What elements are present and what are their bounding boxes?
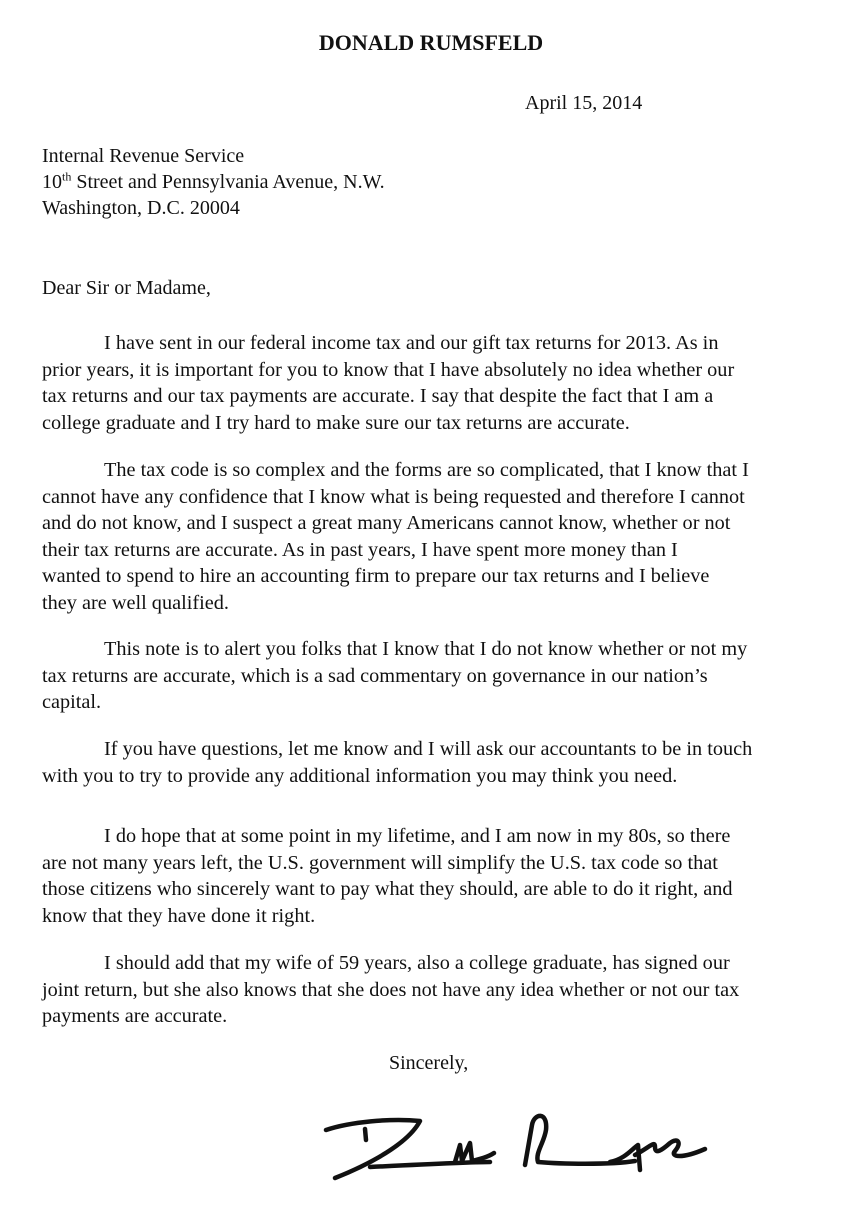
paragraph-line: with you to try to provide any additional information you may think you need.	[42, 764, 678, 787]
paragraph-line: I have sent in our federal income tax and our gift tax returns for 2013. As in	[104, 332, 719, 354]
handwritten-signature-icon	[310, 1085, 710, 1195]
paragraph-line: If you have questions, let me know and I will ask our accountants to be in touch	[104, 738, 753, 760]
paragraph-line: know that they have done it right.	[42, 904, 316, 927]
letter-date: April 15, 2014	[525, 92, 643, 114]
paragraph-line: are not many years left, the U.S. government will simplify the U.S. tax code so that	[42, 851, 718, 874]
paragraph-line: those citizens who sincerely want to pay what they should, are able to do it right, and	[42, 878, 733, 900]
street-name: Street and Pennsylvania Avenue, N.W.	[71, 171, 385, 193]
paragraph-line: college graduate and I try hard to make sure our tax returns are accurate.	[42, 411, 630, 434]
paragraph-3	[42, 636, 832, 716]
street-number: 10	[42, 171, 62, 193]
paragraph-line: their tax returns are accurate. As in past years, I have spent more money than I	[42, 538, 678, 561]
paragraph-line: payments are accurate.	[42, 1005, 228, 1027]
paragraph-line: and do not know, and I suspect a great many Americans cannot know, whether or not	[42, 512, 731, 534]
paragraph-6	[42, 950, 832, 1030]
address-line-2	[42, 169, 385, 195]
street-ordinal-suffix: th	[62, 169, 72, 184]
recipient-address	[42, 143, 385, 221]
paragraph-line: I should add that my wife of 59 years, also a college graduate, has signed our	[104, 952, 730, 974]
paragraph-line: This note is to alert you folks that I know that I do not know whether or not my	[104, 638, 748, 660]
paragraph-line: capital.	[42, 691, 102, 713]
paragraph-line: wanted to spend to hire an accounting firm to prepare our tax returns and I believe	[42, 565, 710, 587]
paragraph-line: joint return, but she also knows that she does not have any idea whether or not our tax	[42, 978, 740, 1001]
salutation: Dear Sir or Madame,	[42, 277, 211, 299]
paragraph-1	[42, 330, 832, 436]
paragraph-line: prior years, it is important for you to know that I have absolutely no idea whether our	[42, 358, 735, 381]
paragraph-line: tax returns are accurate, which is a sad commentary on governance in our nation’s	[42, 664, 708, 687]
closing: Sincerely,	[389, 1052, 469, 1074]
paragraph-2	[42, 457, 832, 616]
address-line-3: Washington, D.C. 20004	[42, 197, 240, 219]
paragraph-line: tax returns and our tax payments are accurate. I say that despite the fact that I am a	[42, 385, 714, 407]
paragraph-line: The tax code is so complex and the forms are so complicated, that I know that I	[104, 459, 749, 481]
paragraph-line: they are well qualified.	[42, 591, 229, 614]
paragraph-line: I do hope that at some point in my lifetime, and I am now in my 80s, so there	[104, 825, 731, 847]
letterhead-name: DONALD RUMSFELD	[318, 30, 544, 55]
paragraph-4	[42, 736, 832, 789]
address-line-1: Internal Revenue Service	[42, 145, 245, 167]
paragraph-line: cannot have any confidence that I know what is being requested and therefore I cannot	[42, 485, 745, 508]
paragraph-5	[42, 823, 832, 929]
